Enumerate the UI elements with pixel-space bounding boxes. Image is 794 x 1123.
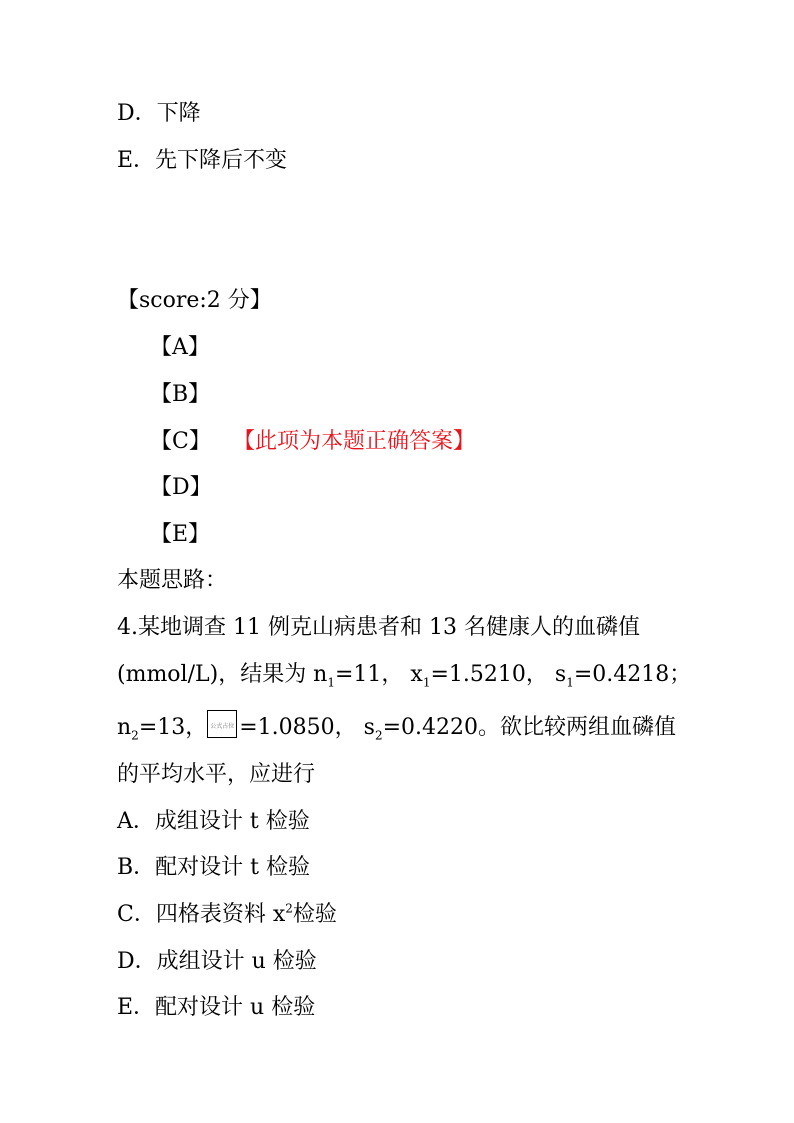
q4-opt-c-b: 检验 [292, 902, 337, 927]
question-4-line-1: 4.某地调查 11 例克山病患者和 13 名健康人的血磷值 [117, 615, 640, 640]
answer-e: 【E】 [150, 522, 211, 547]
answer-b: 【B】 [150, 382, 211, 407]
q4-opt-c-a: C．四格表资料 x [117, 902, 286, 927]
q4-l2-a: (mmol/L)，结果为 n [117, 662, 328, 687]
q4-option-e: E．配对设计 u 检验 [117, 995, 316, 1020]
correct-answer-tag: 【此项为本题正确答案】 [233, 429, 476, 454]
formula-image [207, 710, 237, 738]
q4-l3-a-sub: 2 [131, 728, 139, 743]
q4-l3-c: =1.0850， s [239, 715, 375, 740]
q4-l2-b: =11， x [335, 662, 423, 687]
q4-l3-c-sub: 2 [374, 728, 383, 743]
answer-a: 【A】 [150, 335, 210, 360]
score-label: 【score:2 分】 [117, 288, 272, 313]
question-4-line-3 [117, 710, 676, 743]
q4-l3-b: =13， [138, 715, 208, 740]
q4-l3-a: n [117, 715, 132, 740]
q4-option-c [117, 900, 337, 930]
q4-l2-c: =1.5210， s [430, 662, 567, 687]
prev-option-d: D．下降 [117, 101, 201, 126]
q4-option-b: B．配对设计 t 检验 [117, 855, 310, 880]
answer-d: 【D】 [150, 475, 212, 500]
q4-option-a: A．成组设计 t 检验 [117, 809, 310, 834]
q4-l2-c-sub: 1 [566, 675, 574, 690]
q4-l2-a-sub: 1 [327, 675, 335, 690]
formula-image-text: 公式占位 [210, 723, 235, 730]
q4-l3-d: =0.4220。欲比较两组血磷值 [382, 715, 677, 740]
prev-option-e: E．先下降后不变 [117, 148, 288, 173]
q4-opt-c-sup: 2 [285, 901, 293, 916]
q4-option-d: D．成组设计 u 检验 [117, 949, 317, 974]
thinking-label: 本题思路： [117, 568, 228, 593]
question-4-line-2 [117, 660, 691, 690]
q4-l2-b-sub: 1 [422, 675, 431, 690]
q4-l2-d: =0.4218； [573, 662, 692, 687]
answer-c: 【C】 [150, 429, 211, 454]
question-4-line-4: 的平均水平，应进行 [117, 762, 316, 787]
